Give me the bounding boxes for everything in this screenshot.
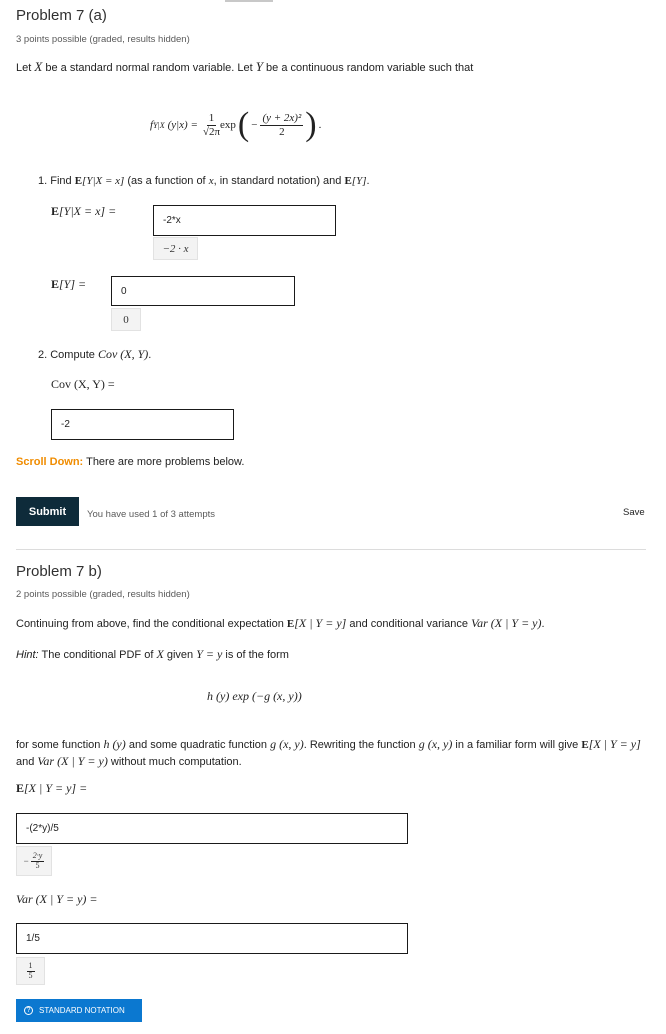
cov-input[interactable]: -2 [51,409,234,440]
standard-notation-button[interactable] [16,999,142,1022]
problem-7a-title: Problem 7 (a) [16,7,107,24]
submit-button[interactable]: Submit [16,497,79,526]
ey-preview: 0 [111,308,141,331]
section-divider [16,549,646,550]
question-1-text: 1. Find E[Y|X = x] (as a function of x, in standard notation) and E[Y]. [38,175,370,187]
exy-label: E[X | Y = y] = [16,781,88,795]
exy-preview: − $\frac{2\cdot y}{5}$ [16,846,52,876]
eyx-preview: −2 · x [153,237,198,260]
problem-7b-paragraph: for some function h (y) and some quadratic function g (x, y). Rewriting the function g (x, y) in a familiar form will give E[X | Y = y] and Var (X | Y = y) without much computation. [16,737,641,768]
question-2-text: 2. Compute Cov (X, Y). [38,347,152,361]
problem-7a-intro: Let X be a standard normal random variable. Let Y be a continuous random variable such that [16,59,474,74]
var-preview: $\frac{1}{5}$ [16,957,45,985]
problem-7b-title: Problem 7 b) [16,563,102,580]
save-button[interactable]: Save [623,507,645,518]
ey-input[interactable]: 0 [111,276,295,306]
conditional-pdf-formula: f Y|X (y|x) = $\frac{1}{√2\pi}$ exp ( − $\frac{\text{(y + 2x)²}}{2}$ ) . [150,106,322,143]
problem-7b-intro: Continuing from above, find the conditional expectation E[X | Y = y] and conditional variance Var (X | Y = y). [16,616,545,630]
exy-input[interactable]: -(2*y)/5 [16,813,408,844]
problem-7a-points: 3 points possible (graded, results hidden) [16,34,190,45]
problem-7b-points: 2 points possible (graded, results hidden) [16,589,190,600]
hint-text: Hint: The conditional PDF of X given Y = y is of the form [16,647,289,661]
standard-notation-label: STANDARD NOTATION [39,1006,125,1015]
cov-label: Cov (X, Y) = [51,377,115,391]
ey-label: E[Y] = [51,277,87,291]
eyx-input[interactable]: -2*x [153,205,336,236]
eyx-label: E[Y|X = x] = [51,204,117,218]
top-scroll-indicator [225,0,273,2]
help-circle-icon: ? [24,1006,33,1015]
var-label: Var (X | Y = y) = [16,892,98,906]
pdf-form-formula: h (y) exp (−g (x, y)) [207,689,302,703]
attempts-text: You have used 1 of 3 attempts [87,509,215,520]
var-input[interactable]: 1/5 [16,923,408,954]
scroll-down-notice: Scroll Down: There are more problems below. [16,456,245,468]
